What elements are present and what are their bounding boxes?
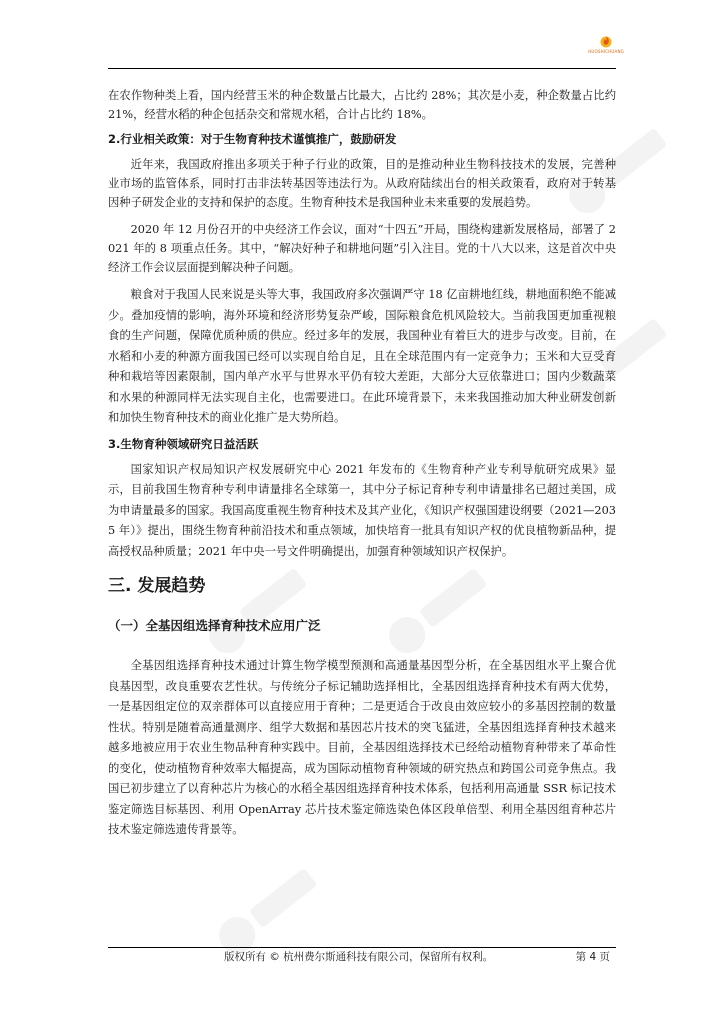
footer-divider [108, 947, 616, 948]
footer-copyright: 版权所有 © 杭州费尔斯通科技有限公司，保留所有权利。 [224, 951, 494, 963]
subsection-title: （一）全基因组选择育种技术应用广泛 [108, 618, 321, 633]
paragraph-policy: 近年来，我国政府推出多项关于种子行业的政策，目的是推动种业生物科技技术的发展，完善种业市场的监管体系，同时打击非法转基因等违法行为。从政府陆续出台的相关政策看，政府对于转基因种子研发企业的支持和保护的态度。生物育种技术是我国种业未来重要的发展趋势。 [108, 158, 616, 209]
paragraph-conference: 2020 年 12 月份召开的中央经济工作会议，面对“十四五”开局，围绕构建新发展格局，部署了 2021 年的 8 项重点任务。其中，“解决好种子和耕地问题”引入注目。党的十八大以来，这是首次中央经济工作会议层面提到解决种子问题。 [108, 223, 616, 274]
document-body [108, 86, 616, 841]
paragraph-food-security: 粮食对于我国人民来说是头等大事，我国政府多次强调严守 18 亿亩耕地红线，耕地面积绝不能减少。叠加疫情的影响，海外环境和经济形势复杂严峻，国际粮食危机风险较大。当前我国更加重视粮食的生产问题，保障优质种质的供应。经过多年的发展，我国种业有着巨大的进步与改变。目前，在水稻和小麦的种源方面我国已经可以实现自给自足，且在全球范围内有一定竞争力；玉米和大豆受育种和栽培等因素限制，国内单产水平与世界水平仍有较大差距，大部分大豆依靠进口；国内少数蔬菜和水果的种源同样无法实现自主化，也需要进口。在此环境背景下，未来我国推动加大种业研发创新和加快生物育种技术的商业化推广是大势所趋。 [108, 288, 616, 424]
heading-research: 3.生物育种领域研究日益活跃 [108, 436, 259, 451]
page-number: 第 4 页 [575, 951, 610, 963]
paragraph-patents: 国家知识产权局知识产权发展研究中心 2021 年发布的《生物育种产业专利导航研究成果》显示，目前我国生物育种专利申请量排名全球第一，其中分子标记育种专利申请量排名已超过美国，成为申请量最多的国家。我国高度重视生物育种技术及其产业化，《知识产权强国建设纲要（2021—2035 年）》提出，围绕生物育种前沿技术和重点领域，加快培育一批具有知识产权的优良植物新品种，提高授权品种质量；2021 年中央一号文件明确提出，加强育种领域知识产权保护。 [108, 462, 616, 558]
flame-logo-icon [599, 34, 613, 48]
paragraph-crop-share: 在农作物种类上看，国内经营玉米的种企数量占比最大，占比约 28%；其次是小麦，种企数量占比约 21%，经营水稻的种企包括杂交和常规水稻，合计占比约 18%。 [108, 89, 616, 121]
logo-text: HUOSHICHUANG [588, 49, 624, 54]
section-title: 三. 发展趋势 [108, 576, 206, 596]
paragraph-genomic-selection: 全基因组选择育种技术通过计算生物学模型预测和高通量基因型分析，在全基因组水平上聚合优良基因型，改良重要农艺性状。与传统分子标记辅助选择相比，全基因组选择育种技术有两大优势，一是基因组定位的双亲群体可以直接应用于育种；二是更适合于改良由效应较小的多基因控制的数量性状。特别是随着高通量测序、组学大数据和基因芯片技术的突飞猛进，全基因组选择育种技术越来越多地被应用于农业生物品种育种实践中。目前，全基因组选择技术已经给动植物育种带来了革命性的变化，使动植物育种效率大幅提高，成为国际动植物育种领域的研究热点和跨国公司竞争焦点。我国已初步建立了以育种芯片为核心的水稻全基因组选择育种技术体系，包括利用高通量 SSR 标记技术鉴定筛选目标基因、利用 OpenArray 芯片技术鉴定筛选染色体区段单倍型、利用全基因组育种芯片技术鉴定筛选遗传背景等。 [108, 659, 616, 836]
heading-policy: 2.行业相关政策：对于生物育种技术谨慎推广，鼓励研发 [108, 132, 397, 146]
brand-logo [588, 34, 624, 54]
header-divider [108, 68, 616, 69]
